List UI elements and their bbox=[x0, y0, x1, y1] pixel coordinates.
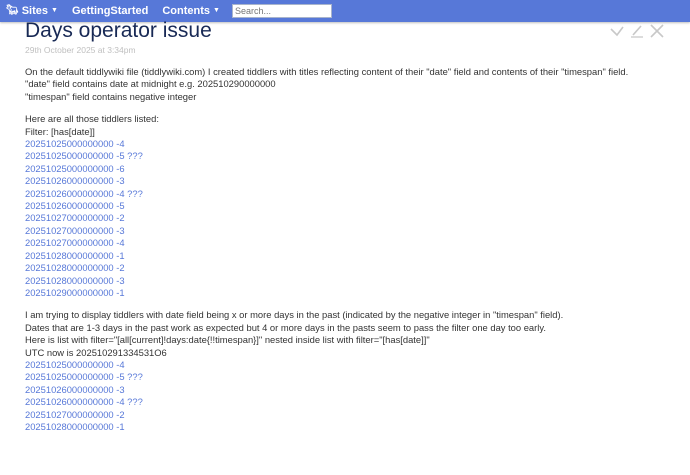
tiddler-link[interactable]: 20251028000000000 -3 bbox=[25, 274, 125, 286]
tiddler-link[interactable]: 20251025000000000 -5 ??? bbox=[25, 371, 143, 383]
chevron-down-icon: ▼ bbox=[213, 7, 220, 14]
tiddler-link[interactable]: 20251027000000000 -4 bbox=[25, 237, 125, 249]
tiddler-title: Days operator issue bbox=[25, 19, 212, 42]
explanation-line: Dates that are 1-3 days in the past work as expected but 4 or more days in the pasts seem to pass the filter one day too early. bbox=[25, 321, 546, 333]
tiddler-link[interactable]: 20251026000000000 -3 bbox=[25, 383, 125, 395]
tiddler-link[interactable]: 20251027000000000 -2 bbox=[25, 212, 125, 224]
chevron-down-icon: ▼ bbox=[51, 7, 58, 14]
tiddler-link[interactable]: 20251025000000000 -4 bbox=[25, 138, 125, 150]
search-input[interactable] bbox=[232, 4, 332, 18]
tiddler-link[interactable]: 20251028000000000 -1 bbox=[25, 420, 125, 432]
tiddler-link[interactable]: 20251028000000000 -1 bbox=[25, 249, 125, 261]
getting-started-link[interactable]: GettingStarted bbox=[71, 5, 149, 17]
done-button[interactable] bbox=[610, 25, 624, 37]
utc-now-line: UTC now is 202510291334531O6 bbox=[25, 346, 167, 358]
tiddler-toolbar bbox=[610, 24, 664, 38]
close-button[interactable] bbox=[650, 24, 664, 38]
list-heading: Here are all those tiddlers listed: bbox=[25, 113, 159, 125]
explanation-line: I am trying to display tiddlers with date field being x or more days in the past (indicated by the negative integer in "timespan" field). bbox=[25, 309, 564, 321]
tiddler-link[interactable]: 20251029000000000 -1 bbox=[25, 286, 125, 298]
tiddler-link[interactable]: 20251025000000000 -6 bbox=[25, 162, 125, 174]
tiddler-body bbox=[25, 66, 675, 433]
tiddler-link[interactable]: 20251027000000000 -3 bbox=[25, 224, 125, 236]
tiddler-link[interactable]: 20251028000000000 -2 bbox=[25, 262, 125, 274]
intro-line: On the default tiddlywiki file (tiddlywiki.com) I created tiddlers with titles reflecting content of their "date" field and contents of their "timespan" field. bbox=[25, 66, 629, 77]
checkmark-icon bbox=[610, 25, 624, 37]
tiddler-link[interactable]: 20251026000000000 -5 bbox=[25, 200, 125, 212]
tiddler-link[interactable]: 20251027000000000 -2 bbox=[25, 408, 125, 420]
intro-line: "timespan" field contains negative integer bbox=[25, 90, 197, 102]
tiddler-link[interactable]: 20251025000000000 -5 ??? bbox=[25, 150, 143, 162]
edit-button[interactable] bbox=[630, 24, 644, 38]
contents-menu-label: Contents bbox=[162, 5, 211, 17]
filter-label: Filter: [has[date]] bbox=[25, 125, 95, 137]
explanation-line: Here is list with filter="[all[current]!days:date{!!timespan}]" nested inside list with filter="[has[date]]" bbox=[25, 334, 430, 346]
tiddler-link[interactable]: 20251026000000000 -3 bbox=[25, 175, 125, 187]
intro-line: "date" field contains date at midnight e.g. 202510290000000 bbox=[25, 78, 276, 90]
close-icon bbox=[650, 24, 664, 38]
tiddler-link[interactable]: 20251025000000000 -4 bbox=[25, 358, 125, 370]
pencil-icon bbox=[630, 24, 644, 38]
tiddler-link[interactable]: 20251026000000000 -4 ??? bbox=[25, 396, 143, 408]
tiddler-link[interactable]: 20251026000000000 -4 ??? bbox=[25, 187, 143, 199]
tiddlywiki-logo-icon: 🐂︎ bbox=[6, 5, 19, 16]
sites-menu-label: Sites bbox=[21, 5, 48, 17]
tiddler-subtitle: 29th October 2025 at 3:34pm bbox=[25, 45, 136, 55]
